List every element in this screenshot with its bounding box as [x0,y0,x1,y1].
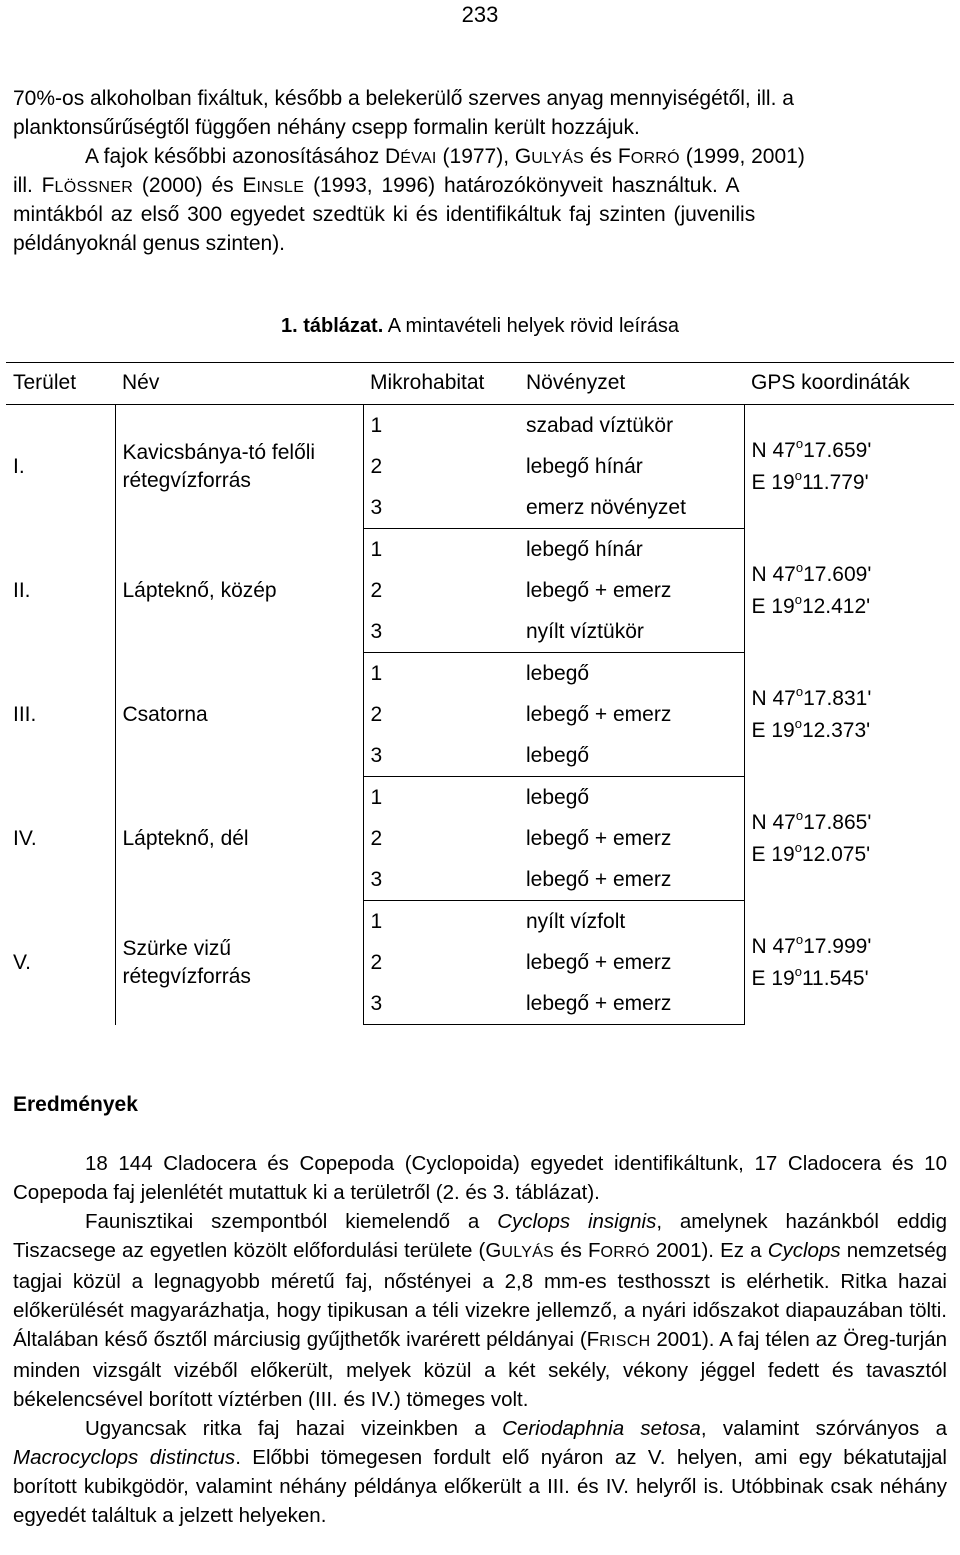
author-smallcaps: ÉVAI [400,150,437,167]
page-number: 233 [461,2,499,27]
microhabitat-cell: 1 [370,413,383,437]
gps-n-deg: N 47 [751,562,796,586]
area-cell: I. [6,405,115,529]
vegetation-cell: lebegő [519,653,744,695]
gps-cell [744,901,954,1025]
results-paragraph-3 [13,1414,947,1530]
text-run: (1999, 2001) [679,145,805,168]
table-caption-text: A mintavételi helyek rövid leírása [383,315,679,337]
vegetation-cell: lebegő + emerz [519,983,744,1025]
microhabitat-cell: 1 [370,537,383,561]
degree-mark: o [794,963,802,979]
gps-n-min: 17.659' [803,438,872,462]
text-run: 2001). A faj télen az Öreg-turján minden vizsgált vizéből előkerült, melyek közül a két sekély, vékony jéggel fedett és tavasztól békelencsével borított víztérben (III. és IV.) tömeges volt. [13,1328,947,1411]
table-caption-label: 1. táblázat. [281,315,384,337]
microhabitat-cell: 2 [370,578,383,602]
gps-e-deg: E 19 [751,718,795,742]
degree-mark: o [795,435,804,451]
vegetation-cell: emerz növényzet [519,487,744,529]
name-cell [115,901,363,1025]
degree-mark: o [795,807,804,823]
name-cell: Lápteknő, dél [115,777,363,901]
intro-line-5: mintákból az első 300 egyedet szedtük ki és identifikáltuk faj szinten (juvenilis [13,203,756,226]
gps-e-deg: E 19 [751,470,795,494]
microhabitat-cell: 2 [370,826,383,850]
gps-e-min: 11.779' [801,470,869,494]
vegetation-cell: lebegő + emerz [519,942,744,983]
gps-n-min: 17.865' [803,810,872,834]
text-run: és F [584,145,631,168]
author-smallcaps: ORRÓ [630,150,680,167]
degree-mark: o [794,839,802,855]
gps-e-min: 11.545' [801,966,869,990]
vegetation-cell: lebegő hínár [519,529,744,571]
name-cell: Lápteknő, közép [115,529,363,653]
author-smallcaps: ULYÁS [531,150,585,167]
gps-e-min: 12.075' [801,842,871,866]
text-run: ill. F [13,174,55,197]
microhabitat-cell: 1 [370,785,383,809]
text-run: és F [554,1239,601,1262]
table-row [6,405,954,447]
species-name: Cyclops insignis [497,1210,657,1233]
area-cell: II. [6,529,115,653]
header-area: Terület [6,363,115,405]
degree-mark: o [795,559,804,575]
area-cell: III. [6,653,115,777]
intro-line-2: planktonsűrűségtől függően néhány csepp formalin került hozzájuk. [13,116,640,139]
gps-cell [744,405,954,529]
degree-mark: o [794,715,802,731]
species-name: Ceriodaphnia setosa [502,1417,701,1440]
intro-line-6: példányoknál genus szinten). [13,232,286,255]
vegetation-cell: lebegő + emerz [519,818,744,859]
microhabitat-cell: 3 [363,611,519,653]
author-smallcaps: INSLE [256,179,305,196]
text-run: Faunisztikai szempontból kiemelendő a [85,1210,498,1233]
table-header-row [6,363,954,405]
vegetation-cell: lebegő + emerz [519,694,744,735]
author-smallcaps: LÖSSNER [54,179,134,196]
degree-mark: o [794,591,802,607]
header-vegetation: Növényzet [519,363,744,405]
text-run: nemzetség tagjai közül a legnagyobb méretű faj, nőstényei a 2,8 mm-es testhosszt is elérhetik. Ritka hazai előkerülését magyarázhatja, hogy tipikusan a téli vizekre jellemző, a nyári időszakot diapauzában tölti. Általában késő ősztől márciusig gyűjthetők ivarérett példányai (F [13,1239,948,1351]
microhabitat-cell: 1 [370,661,383,685]
name-line: Szürke vizű [122,936,232,960]
gps-cell [744,529,954,653]
gps-e-min: 12.412' [801,594,871,618]
intro-line-1: 70%-os alkoholban fixáltuk, később a belekerülő szerves anyag mennyiségétől, ill. a [13,87,794,110]
degree-mark: o [795,683,804,699]
microhabitat-cell: 2 [370,454,383,478]
vegetation-cell: lebegő [519,735,744,777]
microhabitat-cell: 1 [370,909,383,933]
text-run: (1977), G [436,145,532,168]
intro-line-3 [85,142,947,173]
text-run: Ugyancsak ritka faj hazai vizeinkben a [85,1417,503,1440]
vegetation-cell: lebegő + emerz [519,570,744,611]
gps-e-deg: E 19 [751,842,795,866]
gps-n-min: 17.831' [803,686,872,710]
text-run: (2000) és E [133,174,257,197]
header-name: Név [115,363,363,405]
text-run: 2001). Ez a [649,1239,768,1262]
vegetation-cell: nyílt víztükör [519,611,744,653]
text-run: (1993, 1996) határozókönyveit használtuk. A [304,174,740,197]
table-row [6,653,954,695]
genus-name: Cyclops [767,1239,841,1262]
gps-n-deg: N 47 [751,934,796,958]
vegetation-cell: lebegő [519,777,744,819]
microhabitat-cell: 3 [363,735,519,777]
degree-mark: o [795,931,804,947]
results-heading: Eredmények [13,1093,138,1116]
microhabitat-cell: 2 [370,950,383,974]
results-body [13,1149,947,1530]
name-cell: Csatorna [115,653,363,777]
results-paragraph-2 [13,1207,947,1414]
sampling-sites-table [6,362,954,1025]
results-paragraph-1: 18 144 Cladocera és Copepoda (Cyclopoida) egyedet identifikáltunk, 17 Cladocera és 10 Copepoda faj jelenlétét mutattuk ki a területről (2. és 3. táblázat). [13,1152,947,1204]
area-cell: IV. [6,777,115,901]
vegetation-cell: szabad víztükör [519,405,744,447]
header-gps: GPS koordináták [744,363,954,405]
area-cell: V. [6,901,115,1025]
gps-e-deg: E 19 [751,966,795,990]
gps-n-min: 17.609' [803,562,872,586]
gps-n-deg: N 47 [751,686,796,710]
text-run: A fajok későbbi azonosításához D [85,145,401,168]
microhabitat-cell: 2 [370,702,383,726]
author-smallcaps: ORRÓ [600,1244,650,1261]
header-microhabitat: Mikrohabitat [363,363,519,405]
gps-e-min: 12.373' [801,718,871,742]
author-smallcaps: RISCH [599,1333,651,1350]
table-caption [0,315,960,338]
text-run: , valamint szórványos a [700,1417,947,1440]
gps-cell [744,777,954,901]
species-name: Macrocyclops distinctus [13,1446,236,1469]
degree-mark: o [794,467,802,483]
name-line: rétegvízforrás [122,964,251,988]
table-row [6,777,954,819]
author-smallcaps: ULYÁS [501,1244,555,1261]
text-run: , amelynek hazánkból eddig Tiszacsege az egyetlen közölt előfordulási területe (G [13,1210,947,1262]
text-run: . Előbbi tömegesen fordult elő nyáron az V. helyen, ami egy békatutajjal borított kubikgödör, valamint néhány példánya előkerült a III. és IV. helyről is. Utóbbinak csak néhány egyedét találtuk a jelzett helyeken. [13,1446,947,1527]
name-line: rétegvízforrás [122,468,251,492]
gps-n-deg: N 47 [751,438,796,462]
vegetation-cell: nyílt vízfolt [519,901,744,943]
microhabitat-cell: 3 [363,859,519,901]
microhabitat-cell: 3 [363,983,519,1025]
gps-n-deg: N 47 [751,810,796,834]
vegetation-cell: lebegő + emerz [519,859,744,901]
vegetation-cell: lebegő hínár [519,446,744,487]
name-cell [115,405,363,529]
table-row [6,901,954,943]
gps-cell [744,653,954,777]
name-line: Kavicsbánya-tó felőli [122,440,316,464]
gps-e-deg: E 19 [751,594,795,618]
microhabitat-cell: 3 [363,487,519,529]
intro-line-4 [13,171,947,202]
gps-n-min: 17.999' [803,934,872,958]
table-row [6,529,954,571]
